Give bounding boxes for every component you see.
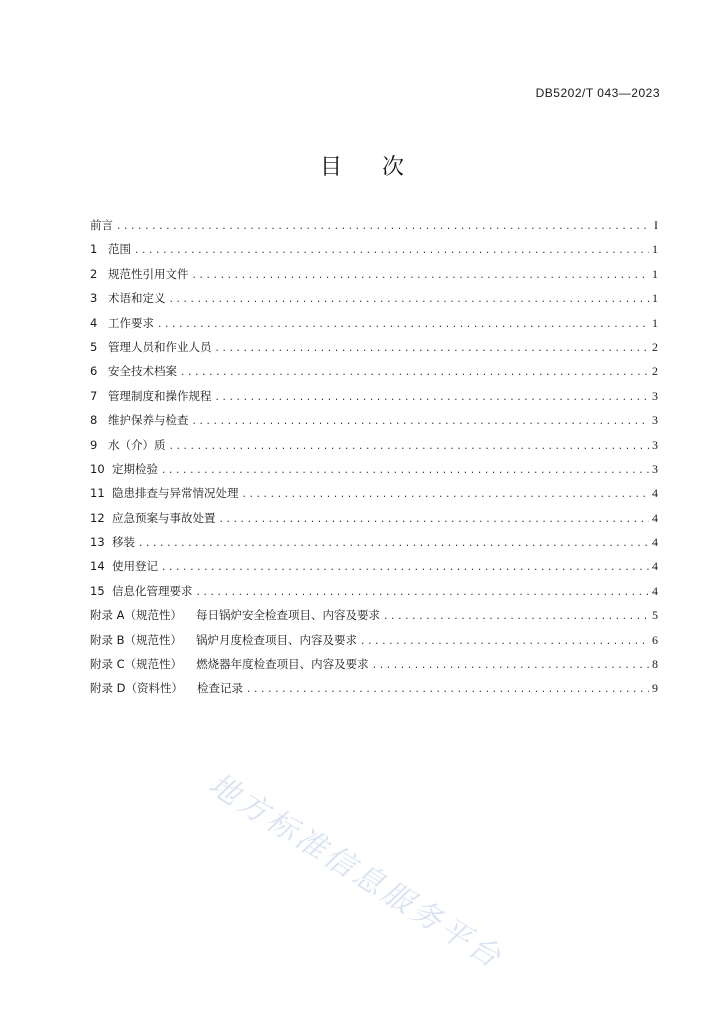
toc-page-number: 9 <box>652 681 658 696</box>
toc-entry-label: 维护保养与检查 <box>108 413 189 428</box>
toc-dot-leader <box>215 389 650 407</box>
toc-entry-label: 应急预案与事故处置 <box>112 510 216 525</box>
toc-dot-leader <box>196 584 650 602</box>
toc-page-number: 4 <box>652 559 658 574</box>
toc-entry[interactable] <box>90 484 658 508</box>
toc-page-number: 4 <box>652 583 658 598</box>
toc-dot-leader <box>134 242 649 260</box>
toc-dot-leader <box>157 316 649 334</box>
toc-dot-leader <box>169 291 650 309</box>
toc-entry[interactable] <box>90 314 658 338</box>
toc-entry-label: 附录 A（规范性） <box>90 608 183 623</box>
toc-dot-leader <box>116 218 651 236</box>
toc-entry[interactable] <box>90 533 658 557</box>
toc-entry-number: 12 <box>90 510 105 525</box>
toc-page-number: 2 <box>652 339 658 354</box>
toc-entry[interactable] <box>90 582 658 606</box>
table-of-contents <box>90 216 658 704</box>
toc-entry-number: 4 <box>90 315 98 330</box>
toc-entry[interactable] <box>90 387 658 411</box>
toc-page-number: 4 <box>652 486 658 501</box>
toc-entry-number: 8 <box>90 413 98 428</box>
toc-dot-leader <box>246 681 649 699</box>
toc-dot-leader <box>242 486 650 504</box>
toc-page-number: 4 <box>652 535 658 550</box>
toc-dot-leader <box>169 438 650 456</box>
toc-entry-label: 管理制度和操作规程 <box>108 388 212 403</box>
title-char-2: 次 <box>382 155 405 180</box>
toc-dot-leader <box>372 657 649 675</box>
toc-dot-leader <box>360 633 649 651</box>
toc-entry[interactable] <box>90 362 658 386</box>
toc-entry-number: 15 <box>90 583 105 598</box>
toc-entry[interactable] <box>90 655 658 679</box>
toc-entry-label: 定期检验 <box>112 461 158 476</box>
toc-entry-label: 安全技术档案 <box>108 364 177 379</box>
toc-dot-leader <box>161 559 649 577</box>
toc-page-number: 1 <box>652 266 658 281</box>
toc-page-number: 4 <box>652 510 658 525</box>
toc-entry-label: 移装 <box>112 535 135 550</box>
toc-entry[interactable] <box>90 240 658 264</box>
toc-entry[interactable] <box>90 679 658 703</box>
toc-dot-leader <box>192 267 650 285</box>
toc-entry-label: 范围 <box>108 242 131 257</box>
toc-dot-leader <box>138 535 649 553</box>
toc-entry-label: 使用登记 <box>112 559 158 574</box>
toc-entry-title: 燃烧器年度检查项目、内容及要求 <box>196 657 369 672</box>
toc-entry[interactable] <box>90 338 658 362</box>
toc-entry[interactable] <box>90 631 658 655</box>
toc-page-number: 3 <box>652 413 658 428</box>
toc-page-number: I <box>654 218 658 232</box>
page-title <box>0 150 724 181</box>
toc-entry-number: 1 <box>90 242 98 257</box>
toc-dot-leader <box>215 340 650 358</box>
toc-entry-number: 2 <box>90 266 98 281</box>
toc-entry-title: 每日锅炉安全检查项目、内容及要求 <box>196 608 381 623</box>
toc-entry-number: 14 <box>90 559 105 574</box>
toc-entry-number: 11 <box>90 486 105 501</box>
toc-entry-number: 6 <box>90 364 98 379</box>
toc-page-number: 8 <box>652 657 658 672</box>
toc-entry-label: 前言 <box>90 218 113 232</box>
toc-entry[interactable] <box>90 265 658 289</box>
toc-entry[interactable] <box>90 509 658 533</box>
toc-entry-number: 10 <box>90 461 105 476</box>
toc-entry[interactable] <box>90 606 658 630</box>
toc-dot-leader <box>161 462 649 480</box>
document-code: DB5202/T 043—2023 <box>535 86 660 100</box>
toc-entry-label: 水（介）质 <box>108 437 166 452</box>
toc-dot-leader <box>219 511 650 529</box>
toc-entry-label: 管理人员和作业人员 <box>108 339 212 354</box>
toc-entry[interactable] <box>90 216 658 240</box>
toc-page-number: 3 <box>652 461 658 476</box>
toc-entry-title: 锅炉月度检查项目、内容及要求 <box>196 632 358 647</box>
toc-entry-label: 信息化管理要求 <box>112 583 193 598</box>
toc-entry-label: 规范性引用文件 <box>108 266 189 281</box>
toc-entry[interactable] <box>90 289 658 313</box>
toc-entry-label: 附录 B（规范性） <box>90 632 183 647</box>
toc-entry-label: 附录 D（资料性） <box>90 681 184 696</box>
watermark: 地方标准信息服务平台 <box>202 766 510 977</box>
toc-page-number: 1 <box>652 291 658 306</box>
toc-entry-number: 13 <box>90 535 105 550</box>
toc-entry-number: 9 <box>90 437 98 452</box>
toc-entry-label: 隐患排查与异常情况处理 <box>112 486 239 501</box>
toc-entry[interactable] <box>90 557 658 581</box>
toc-page-number: 1 <box>652 242 658 257</box>
toc-entry[interactable] <box>90 411 658 435</box>
toc-entry-title: 检查记录 <box>197 681 244 696</box>
toc-entry-number: 7 <box>90 388 98 403</box>
toc-entry-label: 工作要求 <box>108 315 154 330</box>
toc-page-number: 6 <box>652 632 658 647</box>
toc-dot-leader <box>383 608 649 626</box>
toc-page-number: 5 <box>652 608 658 623</box>
toc-entry[interactable] <box>90 460 658 484</box>
toc-dot-leader <box>192 413 650 431</box>
toc-entry-number: 3 <box>90 291 98 306</box>
toc-page-number: 3 <box>652 437 658 452</box>
toc-entry-label: 术语和定义 <box>108 291 166 306</box>
toc-entry[interactable] <box>90 436 658 460</box>
toc-page-number: 2 <box>652 364 658 379</box>
toc-page-number: 1 <box>652 315 658 330</box>
toc-page-number: 3 <box>652 388 658 403</box>
toc-entry-label: 附录 C（规范性） <box>90 657 183 672</box>
toc-dot-leader <box>180 364 649 382</box>
toc-entry-number: 5 <box>90 339 98 354</box>
title-char-1: 目 <box>319 155 342 180</box>
